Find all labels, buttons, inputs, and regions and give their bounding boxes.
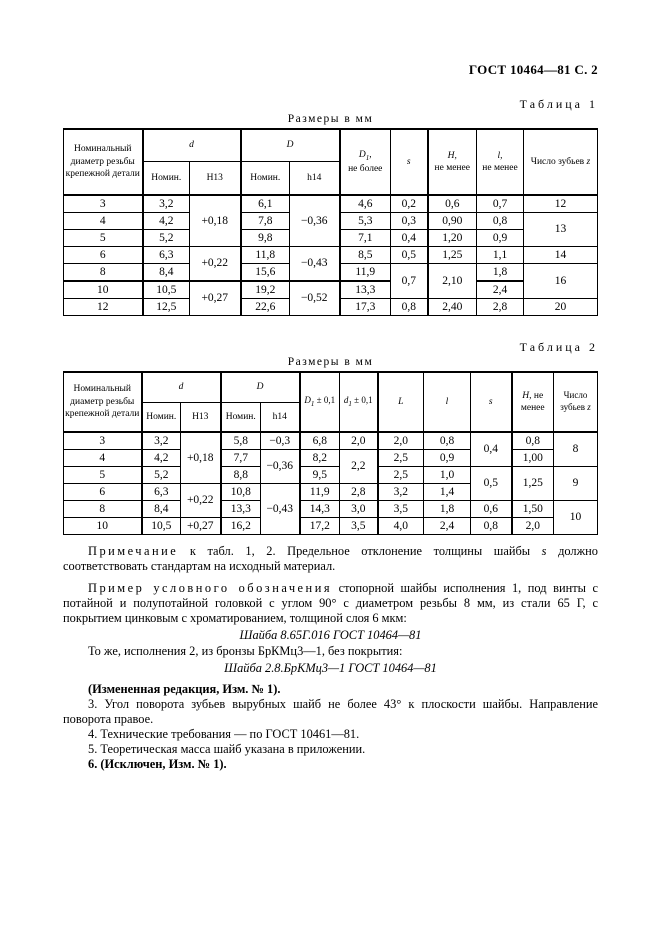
cell: 14: [524, 247, 598, 264]
cell: 6: [64, 247, 143, 264]
table-1: [63, 128, 598, 316]
designation-1: Шайба 8.65Г.016 ГОСТ 10464—81: [239, 628, 422, 642]
cell: 7,7: [221, 450, 261, 467]
cell: 11,8: [241, 247, 290, 264]
cell: 2,10: [428, 264, 477, 299]
table-row: [64, 195, 598, 213]
cell: 8,8: [221, 467, 261, 484]
cell: 0,4: [471, 432, 512, 467]
cell: 12,5: [143, 299, 190, 316]
cell: 0,90: [428, 213, 477, 230]
item-5: 5. Теоретическая масса шайб указана в приложении.: [88, 742, 366, 756]
col-header-s: s: [391, 129, 428, 195]
cell: 4,0: [378, 518, 424, 535]
cell: 8: [64, 501, 142, 518]
table-2: [63, 371, 598, 535]
cell: 8,5: [340, 247, 391, 264]
cell: 1,00: [512, 450, 554, 467]
col-header-z: Число зубьев z: [524, 129, 598, 195]
cell: 0,8: [391, 299, 428, 316]
cell: 3: [64, 432, 142, 450]
cell: 0,8: [512, 432, 554, 450]
page-header: ГОСТ 10464—81 С. 2: [468, 62, 598, 77]
cell: 2,2: [340, 450, 378, 484]
cell: 7,8: [241, 213, 290, 230]
note-paragraph: Примечание к табл. 1, 2. Предельное отклонение толщины шайбы s должно соответствовать стандартам на исходный материал.: [63, 544, 598, 573]
cell: 3: [64, 195, 143, 213]
col-header-D-nominal: Номин.: [221, 402, 261, 432]
cell: 1,1: [477, 247, 524, 264]
cell: 1,25: [428, 247, 477, 264]
cell: 16,2: [221, 518, 261, 535]
cell: 0,8: [424, 432, 471, 450]
cell: 0,3: [391, 213, 428, 230]
col-header-d-tolerance: Н13: [190, 161, 241, 195]
cell: 5,2: [143, 230, 190, 247]
cell: 10: [64, 281, 143, 299]
col-header-D-tolerance: h14: [290, 161, 340, 195]
page-content: [63, 0, 598, 772]
cell: 4,6: [340, 195, 391, 213]
cell: 12: [524, 195, 598, 213]
cell: 10: [64, 518, 142, 535]
table-row: [64, 432, 598, 450]
table-row: [64, 467, 598, 484]
cell: 6,3: [142, 484, 181, 501]
col-header-z: Число зубьев z: [554, 372, 598, 432]
col-header-D-group: D: [221, 372, 300, 402]
col-header-D-group: D: [241, 129, 340, 161]
cell: −0,43: [261, 484, 300, 535]
cell: +0,18: [190, 195, 241, 247]
cell: 2,0: [340, 432, 378, 450]
cell: +0,22: [181, 484, 221, 518]
cell: 0,4: [391, 230, 428, 247]
cell: −0,3: [261, 432, 300, 450]
cell: 2,4: [424, 518, 471, 535]
cell: 0,5: [471, 467, 512, 501]
cell: −0,52: [290, 281, 340, 316]
cell: 3,5: [340, 518, 378, 535]
cell: 0,6: [428, 195, 477, 213]
cell: 0,7: [477, 195, 524, 213]
cell: 10,8: [221, 484, 261, 501]
cell: 2,4: [477, 281, 524, 299]
cell: +0,18: [181, 432, 221, 484]
cell: 17,2: [300, 518, 340, 535]
col-header-l: l, не менее: [477, 129, 524, 195]
cell: 1,4: [424, 484, 471, 501]
cell: −0,36: [261, 450, 300, 484]
cell: 1,20: [428, 230, 477, 247]
item-6: 6. (Исключен, Изм. № 1).: [88, 757, 227, 771]
cell: 3,2: [143, 195, 190, 213]
col-header-D-nominal: Номин.: [241, 161, 290, 195]
item-3: 3. Угол поворота зубьев вырубных шайб не более 43° к плоскости шайбы. Направление поворота правое.: [63, 697, 598, 726]
cell: 1,25: [512, 467, 554, 501]
cell: 10: [554, 501, 598, 535]
table-row: [64, 281, 598, 299]
cell: 22,6: [241, 299, 290, 316]
cell: 8,4: [143, 264, 190, 282]
col-header-d-group: d: [143, 129, 241, 161]
col-header-D1: $D_1 \pm 0,1$: [300, 372, 340, 432]
cell: 10,5: [142, 518, 181, 535]
cell: 9: [554, 467, 598, 501]
col-header-d-tolerance: Н13: [181, 402, 221, 432]
notes-section: [63, 544, 598, 772]
cell: 3,2: [378, 484, 424, 501]
col-header-D-tolerance: h14: [261, 402, 300, 432]
cell: 0,9: [424, 450, 471, 467]
cell: 19,2: [241, 281, 290, 299]
col-header-nominal-diameter: Номинальный диаметр резьбы крепежной детали: [64, 129, 143, 195]
cell: 2,5: [378, 450, 424, 467]
col-header-l: l: [424, 372, 471, 432]
col-header-d-group: d: [142, 372, 221, 402]
table-2-units: Размеры в мм: [287, 356, 374, 368]
changed-revision-note: (Измененная редакция, Изм. № 1).: [88, 682, 281, 696]
col-header-H: H, не менее: [512, 372, 554, 432]
cell: 3,5: [378, 501, 424, 518]
cell: 11,9: [340, 264, 391, 282]
cell: 0,2: [391, 195, 428, 213]
cell: 2,8: [477, 299, 524, 316]
cell: 1,8: [477, 264, 524, 282]
cell: 1,8: [424, 501, 471, 518]
cell: 13: [524, 213, 598, 247]
cell: 8: [64, 264, 143, 282]
cell: −0,36: [290, 195, 340, 247]
cell: 4,2: [143, 213, 190, 230]
cell: 4: [64, 213, 143, 230]
cell: 13,3: [221, 501, 261, 518]
table-row: [64, 450, 598, 467]
cell: 9,8: [241, 230, 290, 247]
cell: +0,27: [190, 281, 241, 316]
cell: 6,1: [241, 195, 290, 213]
cell: 5,8: [221, 432, 261, 450]
item-4: 4. Технические требования — по ГОСТ 10461—81.: [88, 727, 360, 741]
table-row: [64, 518, 598, 535]
cell: 0,9: [477, 230, 524, 247]
table-1-units: Размеры в мм: [287, 113, 374, 125]
example-paragraph: Пример условного обозначения стопорной шайбы исполнения 1, под винты с потайной и полупотайной головкой с углом 90° с диаметром резьбы 8 мм, из стали 65 Г, с покрытием цинковым с хроматированием, толщиной слоя 6 мкм:: [63, 581, 599, 625]
cell: −0,43: [290, 247, 340, 282]
table-2-label: Таблица 2: [519, 340, 598, 354]
cell: 5,3: [340, 213, 391, 230]
designation-2: Шайба 2.8.БрКМц3—1 ГОСТ 10464—81: [224, 661, 437, 675]
cell: 2,5: [378, 467, 424, 484]
cell: 9,5: [300, 467, 340, 484]
cell: 0,8: [471, 518, 512, 535]
cell: 8,4: [142, 501, 181, 518]
cell: 1,0: [424, 467, 471, 484]
cell: 5: [64, 230, 143, 247]
cell: 17,3: [340, 299, 391, 316]
cell: 4: [64, 450, 142, 467]
col-header-L: L: [378, 372, 424, 432]
col-header-d-nominal: Номин.: [142, 402, 181, 432]
col-header-D1: $D_1$, не более: [340, 129, 391, 195]
cell: 6,8: [300, 432, 340, 450]
cell: 1,50: [512, 501, 554, 518]
cell: 6: [64, 484, 142, 501]
table-row: [64, 129, 598, 161]
table-row: [64, 372, 598, 402]
cell: 2,0: [512, 518, 554, 535]
col-header-d-nominal: Номин.: [143, 161, 190, 195]
cell: 6,3: [143, 247, 190, 264]
col-header-H: H, не менее: [428, 129, 477, 195]
cell: 3,2: [142, 432, 181, 450]
cell: 13,3: [340, 281, 391, 299]
cell: 0,7: [391, 264, 428, 299]
cell: 5: [64, 467, 142, 484]
cell: 7,1: [340, 230, 391, 247]
cell: 3,0: [340, 501, 378, 518]
cell: 16: [524, 264, 598, 299]
cell: +0,22: [190, 247, 241, 282]
cell: 15,6: [241, 264, 290, 282]
same-as-paragraph: То же, исполнения 2, из бронзы БрКМц3—1, без покрытия:: [88, 644, 403, 658]
cell: +0,27: [181, 518, 221, 535]
cell: 20: [524, 299, 598, 316]
cell: 4,2: [142, 450, 181, 467]
col-header-d1: $d_1 \pm 0,1$: [340, 372, 378, 432]
cell: 0,5: [391, 247, 428, 264]
table-1-label: Таблица 1: [519, 97, 598, 111]
table-row: [64, 501, 598, 518]
col-header-nominal-diameter: Номинальный диаметр резьбы крепежной детали: [64, 372, 142, 432]
cell: 0,6: [471, 501, 512, 518]
cell: 10,5: [143, 281, 190, 299]
cell: 14,3: [300, 501, 340, 518]
cell: 2,40: [428, 299, 477, 316]
table-row: [64, 247, 598, 264]
cell: 11,9: [300, 484, 340, 501]
cell: 5,2: [142, 467, 181, 484]
cell: 2,0: [378, 432, 424, 450]
cell: 2,8: [340, 484, 378, 501]
cell: 8: [554, 432, 598, 467]
cell: 8,2: [300, 450, 340, 467]
cell: 0,8: [477, 213, 524, 230]
col-header-s: s: [471, 372, 512, 432]
cell: 12: [64, 299, 143, 316]
